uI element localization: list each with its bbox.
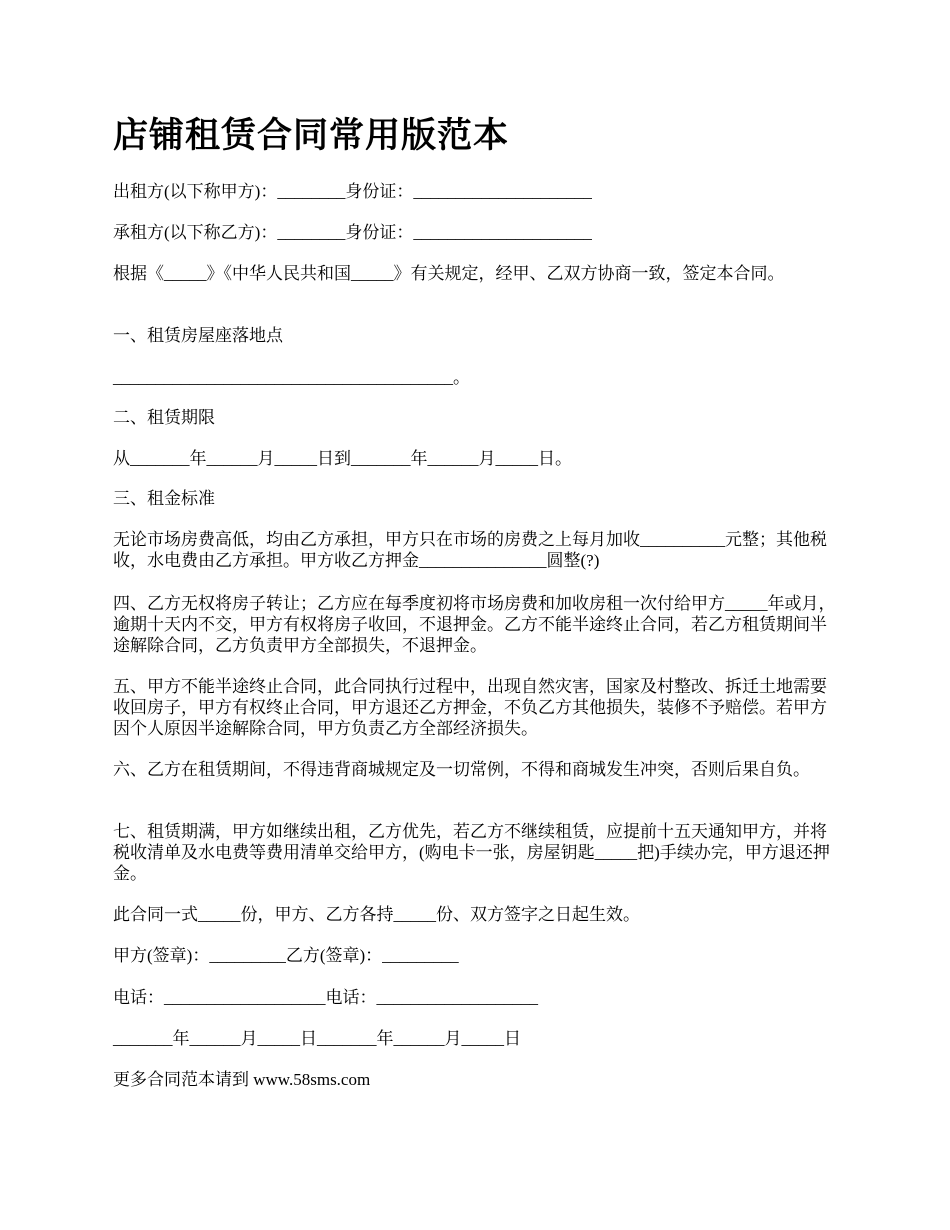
signature-line: 甲方(签章)：_________乙方(签章)：_________ xyxy=(113,946,459,965)
lessee-line: 承租方(以下称乙方)：________身份证：_____________________ xyxy=(113,223,592,242)
date-line: _______年______月_____日_______年______月_____日 xyxy=(113,1029,521,1048)
rent-standard-paragraph: 无论市场房费高低，均由乙方承担，甲方只在市场的房费之上每月加收__________元整；其他税收，水电费由乙方承担。甲方收乙方押金_______________圆整(?) xyxy=(113,530,827,570)
preamble-paragraph: 根据《_____》《中华人民共和国_____》有关规定，经甲、乙双方协商一致，签定本合同。 xyxy=(113,264,785,283)
section-4-paragraph: 四、乙方无权将房子转让；乙方应在每季度初将市场房费和加收房租一次付给甲方_____年或月，逾期十天内不交，甲方有权将房子收回，不退押金。乙方不能半途终止合同，若乙方租赁期间半途解除合同，乙方负责甲方全部损失，不退押金。 xyxy=(113,594,836,655)
section-6-paragraph: 六、乙方在租赁期间，不得违背商城规定及一切常例，不得和商城发生冲突，否则后果自负。 xyxy=(113,760,810,779)
section-1-heading: 一、租赁房屋座落地点 xyxy=(113,326,283,345)
section-2-heading: 二、租赁期限 xyxy=(113,408,215,427)
document-title: 店铺租赁合同常用版范本 xyxy=(113,116,510,155)
section-5-paragraph: 五、甲方不能半途终止合同，此合同执行过程中，出现自然灾害，国家及村整改、拆迁土地需要收回房子，甲方有权终止合同，甲方退还乙方押金，不负乙方其他损失，装修不予赔偿。若甲方因个人原因半途解除合同，甲方负责乙方全部经济损失。 xyxy=(113,677,827,738)
copies-line: 此合同一式_____份，甲方、乙方各持_____份、双方签字之日起生效。 xyxy=(113,905,640,924)
lease-period-line: 从_______年______月_____日到_______年______月_____日。 xyxy=(113,449,572,468)
phone-line: 电话：___________________电话：___________________ xyxy=(113,988,538,1007)
section-7-paragraph: 七、租赁期满，甲方如继续出租，乙方优先，若乙方不继续租赁，应提前十五天通知甲方，并将税收清单及水电费等费用清单交给甲方，(购电卡一张，房屋钥匙_____把)手续办完，甲方退还押金。 xyxy=(113,822,830,883)
footer-link-line: 更多合同范本请到 www.58sms.com xyxy=(113,1070,371,1089)
section-3-heading: 三、租金标准 xyxy=(113,489,215,508)
lessor-line: 出租方(以下称甲方)：________身份证：_____________________ xyxy=(113,182,592,201)
location-blank-line: ________________________________________。 xyxy=(113,368,470,387)
